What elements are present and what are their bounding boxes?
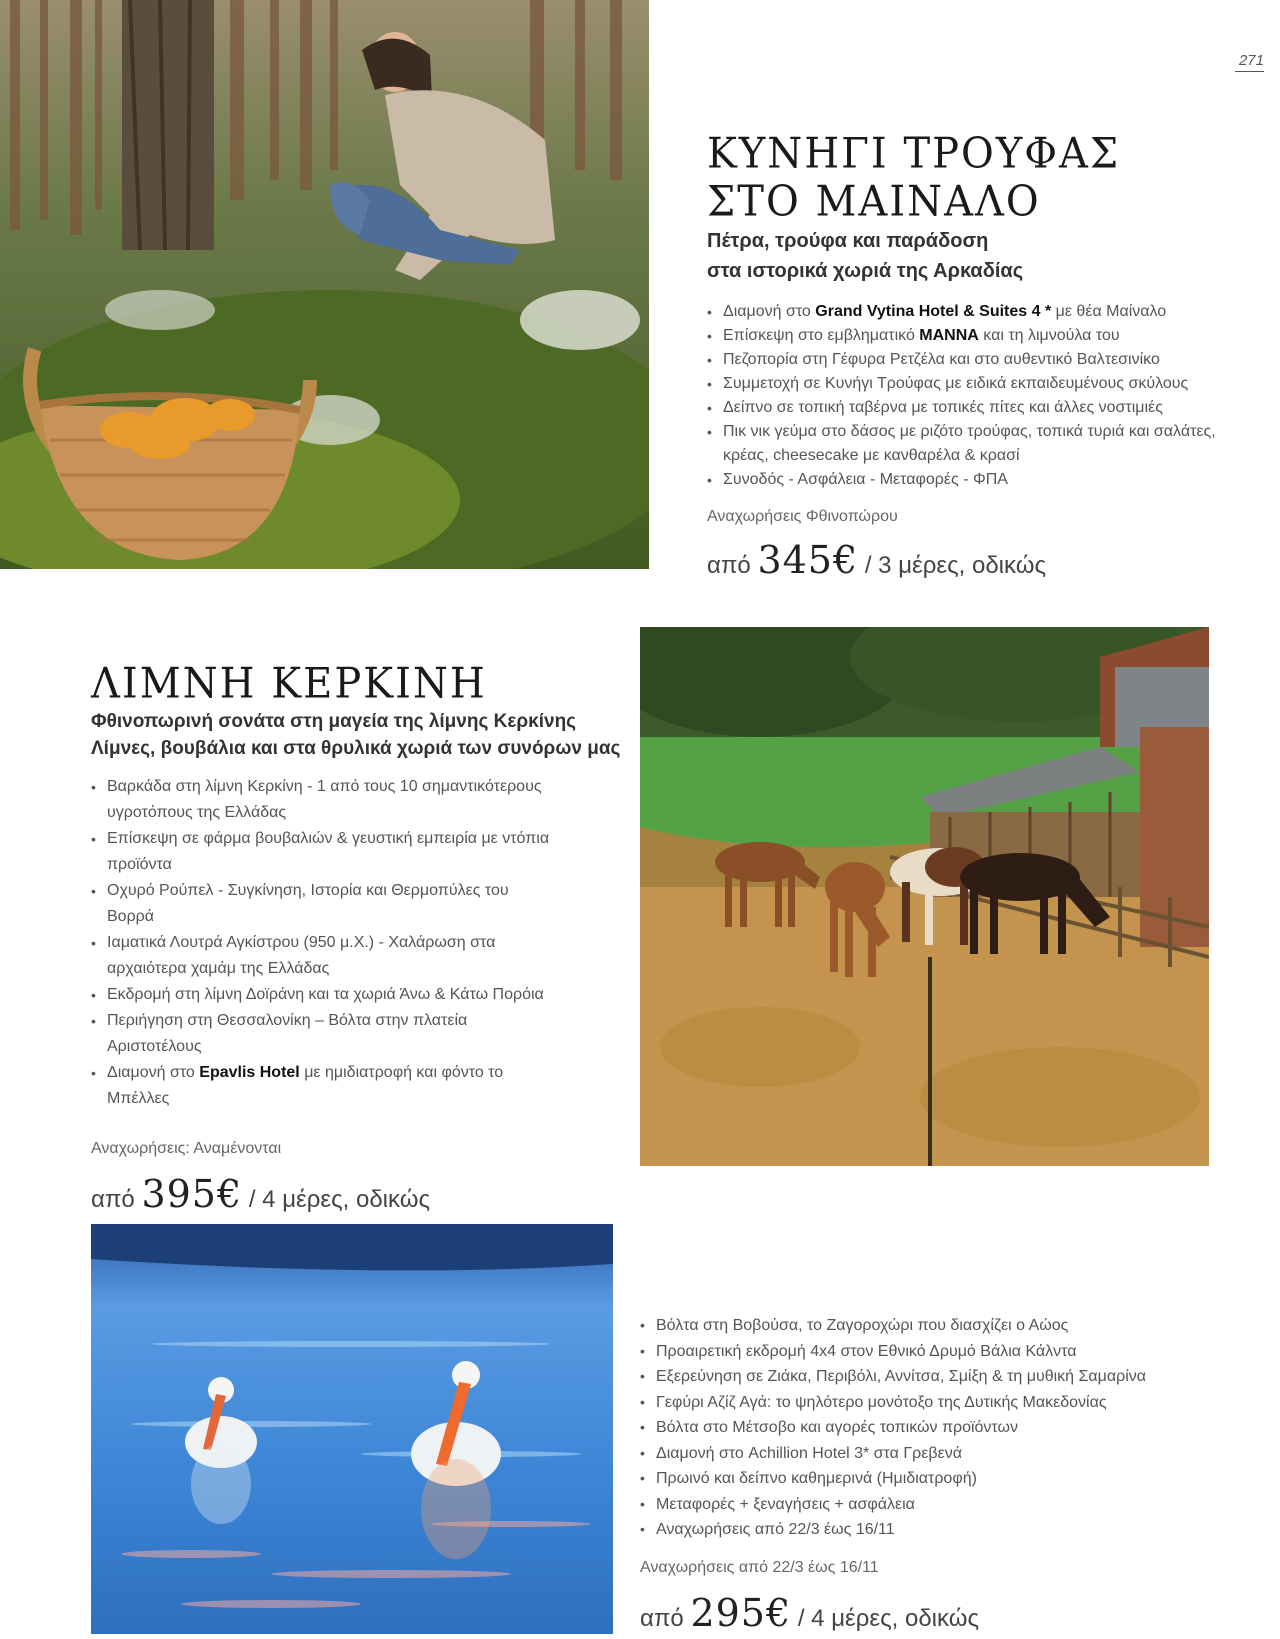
- kerkini-subtitle-line2: Λίμνες, βουβάλια και στα θρυλικά χωριά των συνόρων μας: [91, 738, 621, 759]
- list-item: • Δείπνο σε τοπική ταβέρνα με τοπικές πίτες και άλλες νοστιμιές: [707, 396, 1227, 420]
- kerkini-departures: Αναχωρήσεις: Αναμένονται: [91, 1140, 282, 1157]
- truffle-subtitle-line1: Πέτρα, τρούφα και παράδοση: [707, 230, 989, 252]
- zagori-tour-section: [640, 1313, 1260, 1635]
- list-item: • Μεταφορές + ξεναγήσεις + ασφάλεια: [640, 1492, 1260, 1518]
- list-item: • Διαμονή στο Epavlis Hotel με ημιδιατροφή και φόντο το Μπέλλες: [91, 1060, 551, 1112]
- truffle-forest-photo: [0, 0, 649, 569]
- horses-farm-photo: [640, 627, 1209, 1166]
- list-item: • Βαρκάδα στη λίμνη Κερκίνη - 1 από τους 10 σημαντικότερους υγροτόπους της Ελλάδας: [91, 774, 551, 826]
- truffle-price: [707, 538, 1267, 582]
- list-item: • Πρωινό και δείπνο καθημερινά (Ημιδιατροφή): [640, 1466, 1260, 1492]
- list-item: • Βόλτα στη Βοβούσα, το Ζαγοροχώρι που διασχίζει ο Αώος: [640, 1313, 1260, 1339]
- pelicans-lake-photo: [91, 1224, 613, 1634]
- list-item: • Εκδρομή στη λίμνη Δοϊράνη και τα χωριά Άνω & Κάτω Πορόια: [91, 982, 551, 1008]
- price-prefix: από: [640, 1604, 684, 1632]
- price-suffix: / 3 μέρες, οδικώς: [864, 552, 1047, 579]
- kerkini-price: [91, 1172, 631, 1216]
- list-item: • Πικ νικ γεύμα στο δάσος με ριζότο τρούφας, τοπικά τυριά και σαλάτες, κρέας, cheesecake με κανθαρέλα & κρασί: [707, 420, 1227, 468]
- price-value: 395€: [141, 1172, 243, 1216]
- price-suffix: / 4 μέρες, οδικώς: [797, 1604, 980, 1632]
- price-value: 345€: [757, 538, 859, 582]
- list-item: • Οχυρό Ρούπελ - Συγκίνηση, Ιστορία και Θερμοπύλες του Βορρά: [91, 878, 551, 930]
- price-suffix: / 4 μέρες, οδικώς: [248, 1186, 431, 1213]
- list-item: • Περιήγηση στη Θεσσαλονίκη – Βόλτα στην πλατεία Αριστοτέλους: [91, 1008, 551, 1060]
- list-item: • Πεζοπορία στη Γέφυρα Ρετζέλα και στο αυθεντικό Βαλτεσινίκο: [707, 348, 1227, 372]
- price-prefix: από: [91, 1186, 135, 1213]
- page-number: 271: [1235, 52, 1264, 72]
- truffle-itinerary-list: [707, 300, 1227, 492]
- kerkini-itinerary-list: [91, 774, 551, 1112]
- kerkini-tour-section: [91, 660, 631, 1216]
- zagori-price: [640, 1591, 1260, 1635]
- truffle-title-line1: ΚΥΝΗΓΙ ΤΡΟΥΦΑΣ: [707, 129, 1121, 179]
- list-item: • Διαμονή στο Grand Vytina Hotel & Suites 4 * με θέα Μαίναλο: [707, 300, 1227, 324]
- truffle-departures: Αναχωρήσεις Φθινοπώρου: [707, 508, 898, 525]
- zagori-departures: Αναχωρήσεις από 22/3 έως 16/11: [640, 1558, 879, 1576]
- list-item: • Επίσκεψη στο εμβληματικό MANNA και τη λιμνούλα του: [707, 324, 1227, 348]
- list-item: • Επίσκεψη σε φάρμα βουβαλιών & γευστική εμπειρία με ντόπια προϊόντα: [91, 826, 551, 878]
- zagori-itinerary-list: [640, 1313, 1260, 1543]
- truffle-subtitle-line2: στα ιστορικά χωριά της Αρκαδίας: [707, 260, 1024, 282]
- truffle-title-line2: ΣΤΟ ΜΑΙΝΑΛΟ: [707, 177, 1041, 227]
- list-item: • Προαιρετική εκδρομή 4x4 στον Εθνικό Δρυμό Βάλια Κάλντα: [640, 1339, 1260, 1365]
- list-item: • Γεφύρι Αζίζ Αγά: το ψηλότερο μονότοξο της Δυτικής Μακεδονίας: [640, 1390, 1260, 1416]
- kerkini-title: ΛΙΜΝΗ ΚΕΡΚΙΝΗ: [91, 659, 487, 709]
- truffle-tour-section: [707, 130, 1267, 582]
- price-prefix: από: [707, 552, 751, 579]
- kerkini-subtitle-line1: Φθινοπωρινή σονάτα στη μαγεία της λίμνης Κερκίνης: [91, 711, 577, 732]
- list-item: • Συμμετοχή σε Κυνήγι Τρούφας με ειδικά εκπαιδευμένους σκύλους: [707, 372, 1227, 396]
- list-item: • Συνοδός - Ασφάλεια - Μεταφορές - ΦΠΑ: [707, 468, 1227, 492]
- list-item: • Εξερεύνηση σε Ζιάκα, Περιβόλι, Αννίτσα, Σμίξη & τη μυθική Σαμαρίνα: [640, 1364, 1260, 1390]
- list-item: • Ιαματικά Λουτρά Αγκίστρου (950 μ.Χ.) - Χαλάρωση στα αρχαιότερα χαμάμ της Ελλάδας: [91, 930, 551, 982]
- price-value: 295€: [690, 1590, 792, 1635]
- list-item: • Διαμονή στο Achillion Hotel 3* στα Γρεβενά: [640, 1441, 1260, 1467]
- list-item: • Βόλτα στο Μέτσοβο και αγορές τοπικών προϊόντων: [640, 1415, 1260, 1441]
- list-item: • Αναχωρήσεις από 22/3 έως 16/11: [640, 1517, 1260, 1543]
